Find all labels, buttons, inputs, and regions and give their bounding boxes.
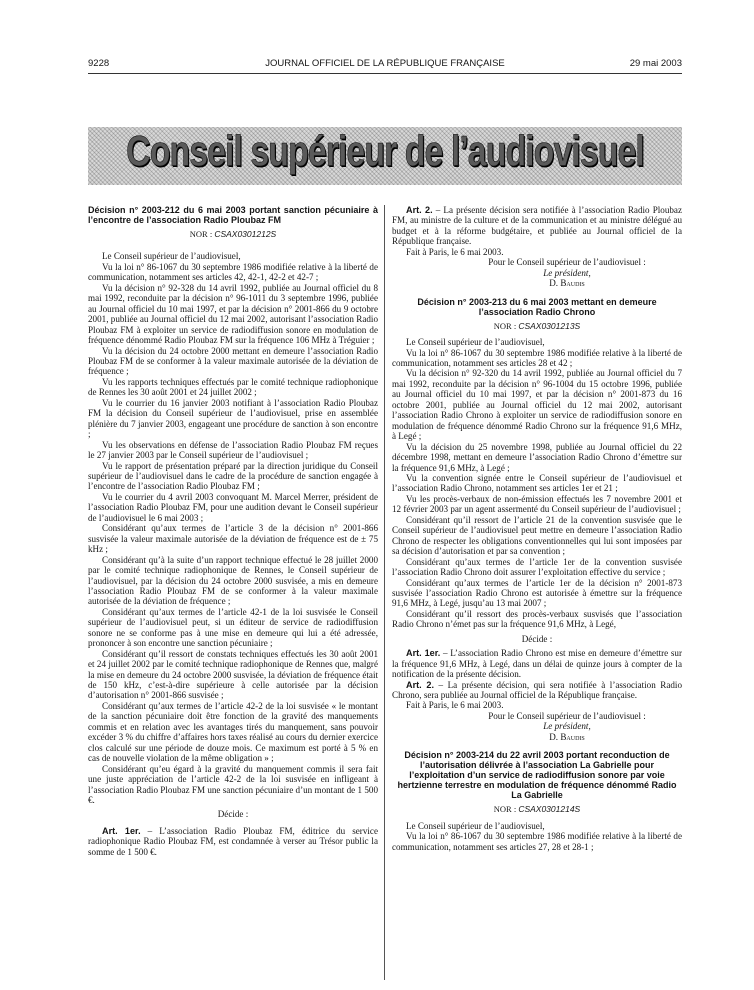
decision-title: Décision n° 2003-214 du 22 avril 2003 portant reconduction de l’autorisation délivrée à l’association La Gabrielle pour l’exploitation d’un service de radiodiffusion sonore par voie hertzienne terrestre en modulation de fréquence dénommé Radio La Gabrielle <box>397 750 677 801</box>
paragraph: Considérant qu’à la suite d’un rapport technique effectué le 28 juillet 2000 par le comité technique radiophonique de Rennes, le Conseil supérieur de l’audiovisuel, par la décision du 24 octobre 2000 susvisée, a mis en demeure l’association Radio Ploubaz FM de se conformer à la valeur maximale autorisée de la déviation de fréquence ; <box>88 554 378 607</box>
fait-a-paris: Fait à Paris, le 6 mai 2003. <box>406 246 504 257</box>
nor-code: CSAX0301214S <box>518 804 581 815</box>
paragraph: Vu le courrier du 16 janvier 2003 notifiant à l’association Radio Ploubaz FM la décision du Conseil supérieur de l’audiovisuel, prise en assemblée plénière du 7 janvier 2003, engageant une procédure de sanction à son encontre ; <box>88 397 378 440</box>
article-text: – L’association Radio Ploubaz FM, éditrice du service radiophonique Radio Ploubaz FM, est condamnée à verser au Trésor public la somme de 1 500 €. <box>88 825 378 857</box>
article-2 <box>392 680 682 701</box>
nor-label: NOR : <box>493 320 517 331</box>
paragraph: Vu la décision n° 92-320 du 14 avril 1992, publiée au Journal officiel du 7 mai 1992, reconduite par la décision n° 96-1004 du 15 octobre 1996, publiée au Journal officiel du 10 mai 1997, et par la décision n° 2001-873 du 16 octobre 2001, publiée au Journal officiel du 12 mai 2002, autorisant l’association Radio Chrono à exploiter un service de radiodiffusion sonore en modulation de fréquence dénommé Radio Chrono sur la fréquence 91,6 MHz, à Legé ; <box>392 368 682 442</box>
nor-label: NOR : <box>189 229 213 239</box>
fait-a-paris: Fait à Paris, le 6 mai 2003. <box>406 700 504 711</box>
article-1 <box>392 648 682 679</box>
nor-reference <box>392 321 682 331</box>
article-label: Art. 1er. <box>406 648 441 659</box>
paragraph: Considérant qu’eu égard à la gravité du manquement commis il sera fait une juste appréciation de l’article 42-2 de la loi susvisée en infligeant à l’association Radio Ploubaz FM une sanction pécuniaire d’un montant de 1 500 €. <box>88 763 378 806</box>
article-2 <box>392 205 682 247</box>
paragraph: Vu la loi n° 86-1067 du 30 septembre 1986 modifiée relative à la liberté de communication, notamment ses articles 27, 28 et 28-1 ; <box>392 831 682 852</box>
decision-title: Décision n° 2003-213 du 6 mai 2003 mettant en demeure l’association Radio Chrono <box>417 296 657 317</box>
paragraph: Considérant qu’aux termes de l’article 1er de la convention susvisée l’association Radio Chrono doit assurer l’exploitation effective du service ; <box>392 556 682 578</box>
decide-heading: Décide : <box>217 809 249 820</box>
signature-title: Le président, <box>543 721 591 732</box>
article-label: Art. 2. <box>406 205 433 215</box>
paragraph: Considérant qu’il ressort des procès-verbaux susvisés que l’association Radio Chrono n’émet pas sur la fréquence 91,6 MHz, à Legé, <box>392 608 682 630</box>
paragraph: Considérant qu’il ressort de constats techniques effectués les 30 août 2001 et 24 juillet 2002 par le comité technique radiophonique de Rennes que, malgré la mise en demeure du 24 octobre 2000 susvisée, la déviation de fréquence était de 150 kHz, c’est-à-dire supérieure à celle autorisée par la décision d’autorisation n° 2001-866 susvisée ; <box>88 648 378 701</box>
paragraph: Vu la décision du 24 octobre 2000 mettant en demeure l’association Radio Ploubaz FM de se conformer à la valeur maximale autorisée de la déviation de fréquence ; <box>88 345 378 377</box>
paragraph: Vu la décision n° 92-328 du 14 avril 1992, publiée au Journal officiel du 8 mai 1992, reconduite par la décision n° 96-1011 du 3 septembre 1996, publiée au Journal officiel du 10 mai 1997, et par la décision n° 2001-866 du 9 octobre 2001, publiée au Journal officiel du 12 mai 2002, autorisant l’association Radio Ploubaz FM à exploiter un service de radiodiffusion sonore en modulation de fréquence dénommé Radio Ploubaz FM sur la fréquence 106 MHz à Tréguier ; <box>88 282 378 346</box>
signature-line: Pour le Conseil supérieur de l’audiovisuel : <box>488 710 646 721</box>
paragraph: Considérant qu’aux termes de l’article 1er de la décision n° 2001-873 susvisée l’association Radio Chrono est autorisée à émettre sur la fréquence 91,6 MHz, à Legé, jusqu’au 13 mai 2007 ; <box>392 577 682 609</box>
paragraph: Considérant qu’aux termes de l’article 42-1 de la loi susvisée le Conseil supérieur de l’audiovisuel peut, si un éditeur de service de radiodiffusion sonore ne se conforme pas à une mise en demeure qui lui a été adressée, prononcer à son encontre une sanction pécuniaire ; <box>88 606 378 649</box>
article-label: Art. 1er. <box>102 825 141 836</box>
section-banner <box>88 127 682 185</box>
article-1 <box>88 826 378 857</box>
article-text: – La présente décision sera notifiée à l’association Radio Ploubaz FM, au ministre de la culture et de la communication et au ministre délégué au budget et à la réforme budgétaire, et publiée au Journal officiel de la République française. <box>392 205 682 247</box>
page-header <box>88 58 682 72</box>
issue-date: 29 mai 2003 <box>629 58 682 69</box>
nor-reference <box>392 804 682 814</box>
paragraph: Vu la décision du 25 novembre 1998, publiée au Journal officiel du 22 décembre 1998, mettant en demeure l’association Radio Chrono d’émettre sur la fréquence 91,6 MHz, à Legé ; <box>392 441 682 473</box>
banner-title: Conseil supérieur de l’audiovisuel <box>126 128 644 176</box>
paragraph: Considérant qu’il ressort de l’article 21 de la convention susvisée que le Conseil supérieur de l’audiovisuel peut mettre en demeure l’association Radio Chrono de respecter les obligations conventionnelles qui lui sont imposées par sa décision d’autorisation et par sa convention ; <box>392 514 682 557</box>
paragraph: Vu la loi n° 86-1067 du 30 septembre 1986 modifiée relative à la liberté de communication, notamment ses articles 42, 42-1, 42-2 et 42-7 ; <box>88 261 378 283</box>
signature-name: D. Baudis <box>549 278 585 289</box>
paragraph: Vu les observations en défense de l’association Radio Ploubaz FM reçues le 27 janvier 2003 par le Conseil supérieur de l’audiovisuel ; <box>88 439 378 461</box>
article-text: – L’association Radio Chrono est mise en demeure d’émettre sur la fréquence 91,6 MHz, à Legé, dans un délai de quinze jours à compter de la notification de la présente décision. <box>392 648 682 680</box>
left-column <box>88 205 378 857</box>
nor-code: CSAX0301212S <box>214 229 277 239</box>
paragraph: Le Conseil supérieur de l’audiovisuel, <box>102 251 241 262</box>
column-divider <box>384 205 385 980</box>
paragraph: Considérant qu’aux termes de l’article 42-2 de la loi susvisée « le montant de la sanction pécuniaire doit être fonction de la gravité des manquements commis et en relation avec les avantages tirés du manquement, sans pouvoir excéder 3 % du chiffre d’affaires hors taxes réalisé au cours du dernier exercice clos calculé sur une période de douze mois. Ce maximum est porté à 5 % en cas de nouvelle violation de la même obligation » ; <box>88 700 378 764</box>
paragraph: Considérant qu’aux termes de l’article 3 de la décision n° 2001-866 susvisée la valeur maximale autorisée de la déviation de fréquence est de ± 75 kHz ; <box>88 523 378 555</box>
article-text: – La présente décision, qui sera notifiée à l’association Radio Chrono, sera publiée au Journal officiel de la République française. <box>392 679 682 701</box>
paragraph: Le Conseil supérieur de l’audiovisuel, <box>406 820 545 831</box>
right-column <box>392 205 682 852</box>
signature-name: D. Baudis <box>549 731 585 742</box>
paragraph: Vu le courrier du 4 avril 2003 convoquant M. Marcel Merrer, président de l’association Radio Ploubaz FM, pour une audition devant le Conseil supérieur de l’audiovisuel le 6 mai 2003 ; <box>88 491 378 523</box>
decide-heading: Décide : <box>521 633 553 644</box>
nor-reference <box>88 229 378 239</box>
header-rule <box>88 73 682 74</box>
signature-title: Le président, <box>543 267 591 278</box>
journal-title: JOURNAL OFFICIEL DE LA RÉPUBLIQUE FRANÇAISE <box>265 58 505 69</box>
page-number: 9228 <box>88 58 110 69</box>
decision-title: Décision n° 2003-212 du 6 mai 2003 portant sanction pécuniaire à l’encontre de l’association Radio Ploubaz FM <box>88 205 378 225</box>
paragraph: Le Conseil supérieur de l’audiovisuel, <box>406 337 545 348</box>
nor-label: NOR : <box>493 804 517 815</box>
paragraph: Vu le rapport de présentation préparé par la direction juridique du Conseil supérieur de l’audiovisuel dans le cadre de la procédure de sanction engagée à l’encontre de l’association Radio Ploubaz FM ; <box>88 460 378 492</box>
nor-code: CSAX0301213S <box>518 320 581 331</box>
article-label: Art. 2. <box>406 679 435 690</box>
signature-line: Pour le Conseil supérieur de l’audiovisuel : <box>488 257 646 268</box>
paragraph: Vu les procès-verbaux de non-émission effectués les 7 novembre 2001 et 12 février 2003 par un agent assermenté du Conseil supérieur de l’audiovisuel ; <box>392 493 682 515</box>
paragraph: Vu la loi n° 86-1067 du 30 septembre 1986 modifiée relative à la liberté de communication, notamment ses articles 28 et 42 ; <box>392 347 682 368</box>
paragraph: Vu la convention signée entre le Conseil supérieur de l’audiovisuel et l’association Radio Chrono, notamment ses articles 1er et 21 ; <box>392 472 682 494</box>
paragraph: Vu les rapports techniques effectués par le comité technique radiophonique de Rennes les 30 août 2001 et 24 juillet 2002 ; <box>88 376 378 398</box>
